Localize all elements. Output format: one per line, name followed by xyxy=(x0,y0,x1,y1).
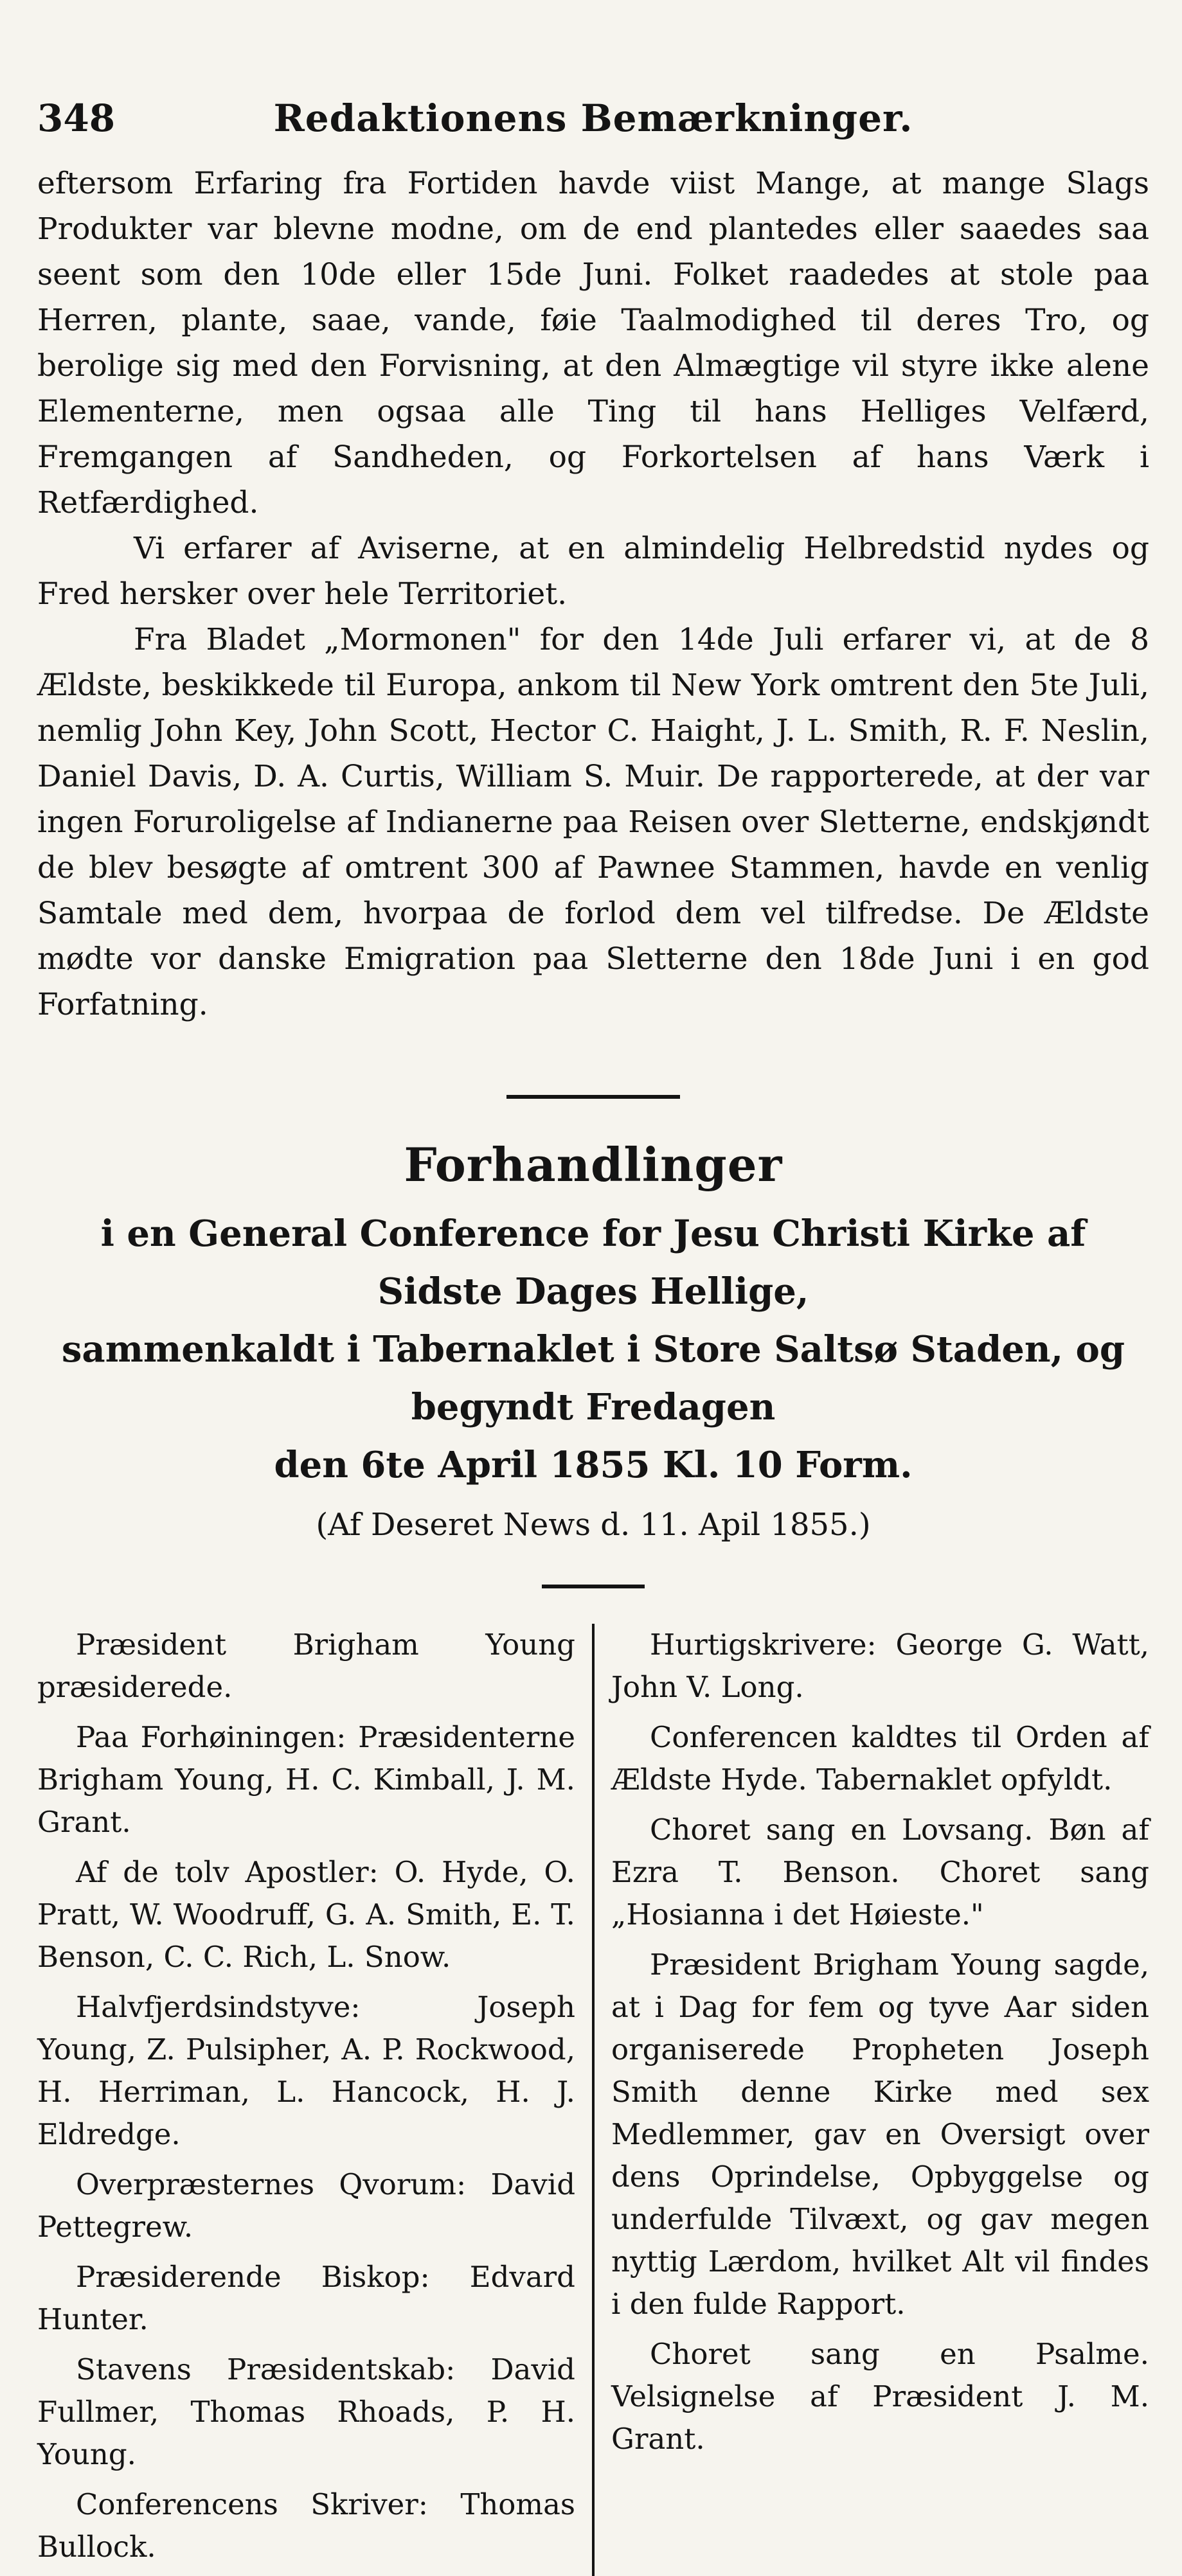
column-paragraph: Paa Forhøiningen: Præsidenterne Brigham Young, H. C. Kimball, J. M. Grant. xyxy=(37,1720,575,1839)
column-paragraph: Choret sang en Lovsang. Bøn af Ezra T. Benson. Choret sang „Hosianna i det Høieste." xyxy=(611,1813,1149,1932)
two-column-text xyxy=(37,1624,1149,2576)
section-title: Forhandlinger xyxy=(404,1137,783,1192)
column-paragraph: Stavens Præsidentskab: David Fullmer, Thomas Rhoads, P. H. Young. xyxy=(37,2352,575,2471)
running-title: Redaktionens Bemærkninger. xyxy=(273,96,913,140)
column-paragraph: Af de tolv Apostler: O. Hyde, O. Pratt, W. Woodruff, G. A. Smith, E. T. Benson, C. C. Rich, L. Snow. xyxy=(37,1855,575,1974)
left-column xyxy=(37,1624,592,2576)
column-paragraph: Halvfjerdsindstyve: Joseph Young, Z. Pulsipher, A. P. Rockwood, H. Herriman, L. Hancock, H. J. Eldredge. xyxy=(37,1990,575,2151)
column-paragraph: Overpræsternes Qvorum: David Pettegrew. xyxy=(37,2167,575,2244)
subtitle-line: sammenkaldt i Tabernaklet i Store Saltsø Staden, og begyndt Fredagen xyxy=(61,1328,1125,1428)
column-paragraph: Præsiderende Biskop: Edvard Hunter. xyxy=(37,2260,575,2336)
column-paragraph: Præsident Brigham Young præsiderede. xyxy=(37,1628,575,1704)
section-subtitle xyxy=(37,1205,1149,1494)
page-number: 348 xyxy=(37,96,116,140)
source-note: (Af Deseret News d. 11. Apil 1855.) xyxy=(316,1507,871,1543)
column-paragraph: Conferencen kaldtes til Orden af Ældste Hyde. Tabernaklet opfyldt. xyxy=(611,1720,1149,1797)
paragraph: Fra Bladet „Mormonen" for den 14de Juli erfarer vi, at de 8 Ældste, beskikkede til Europa, ankom til New York omtrent den 5te Juli, nemlig John Key, John Scott, Hector C. Haight, J. L. Smith, R. F. Neslin, Daniel Davis, D. A. Curtis, William S. Muir. De rapporterede, at der var ingen Foruroligelse af Indianerne paa Reisen over Sletterne, endskjøndt de blev besøgte af omtrent 300 af Pawnee Stammen, havde en venlig Samtale med dem, hvorpaa de forlod dem vel tilfredse. De Ældste mødte vor danske Emigration paa Sletterne den 18de Juni i en god Forfatning. xyxy=(37,622,1149,1022)
page xyxy=(37,71,1149,2576)
column-paragraph: Choret sang en Psalme. Velsignelse af Præsident J. M. Grant. xyxy=(611,2337,1149,2456)
subtitle-line: den 6te April 1855 Kl. 10 Form. xyxy=(274,1444,913,1486)
editorial-remarks xyxy=(37,161,1149,1027)
section-divider xyxy=(506,1095,680,1099)
column-paragraph: Hurtigskrivere: George G. Watt, John V. Long. xyxy=(611,1628,1149,1704)
paragraph: eftersom Erfaring fra Fortiden havde viist Mange, at mange Slags Produkter var blevne modne, om de end plantedes eller saaedes saa seent som den 10de eller 15de Juni. Folket raadedes at stole paa Herren, plante, saae, vande, føie Taalmodighed til deres Tro, og berolige sig med den Forvisning, at den Almægtige vil styre ikke alene Elementerne, men ogsaa alle Ting til hans Helliges Velfærd, Fremgangen af Sandheden, og Forkortelsen af hans Værk i Retfærdighed. xyxy=(37,166,1149,520)
paragraph: Vi erfarer af Aviserne, at en almindelig Helbredstid nydes og Fred hersker over hele Territoriet. xyxy=(37,531,1149,612)
column-paragraph: Præsident Brigham Young sagde, at i Dag for fem og tyve Aar siden organiserede Propheten Joseph Smith denne Kirke med sex Medlemmer, gav en Oversigt over dens Oprindelse, Opbyggelse og underfulde Tilvæxt, og gav megen nyttig Lærdom, hvilket Alt vil findes i den fulde Rapport. xyxy=(611,1948,1149,2321)
right-column xyxy=(592,1624,1149,2576)
subsection-divider xyxy=(542,1585,645,1588)
subtitle-line: i en General Conference for Jesu Christi Kirke af Sidste Dages Hellige, xyxy=(100,1212,1086,1313)
page-header xyxy=(37,71,1149,141)
column-paragraph: Conferencens Skriver: Thomas Bullock. xyxy=(37,2487,575,2564)
